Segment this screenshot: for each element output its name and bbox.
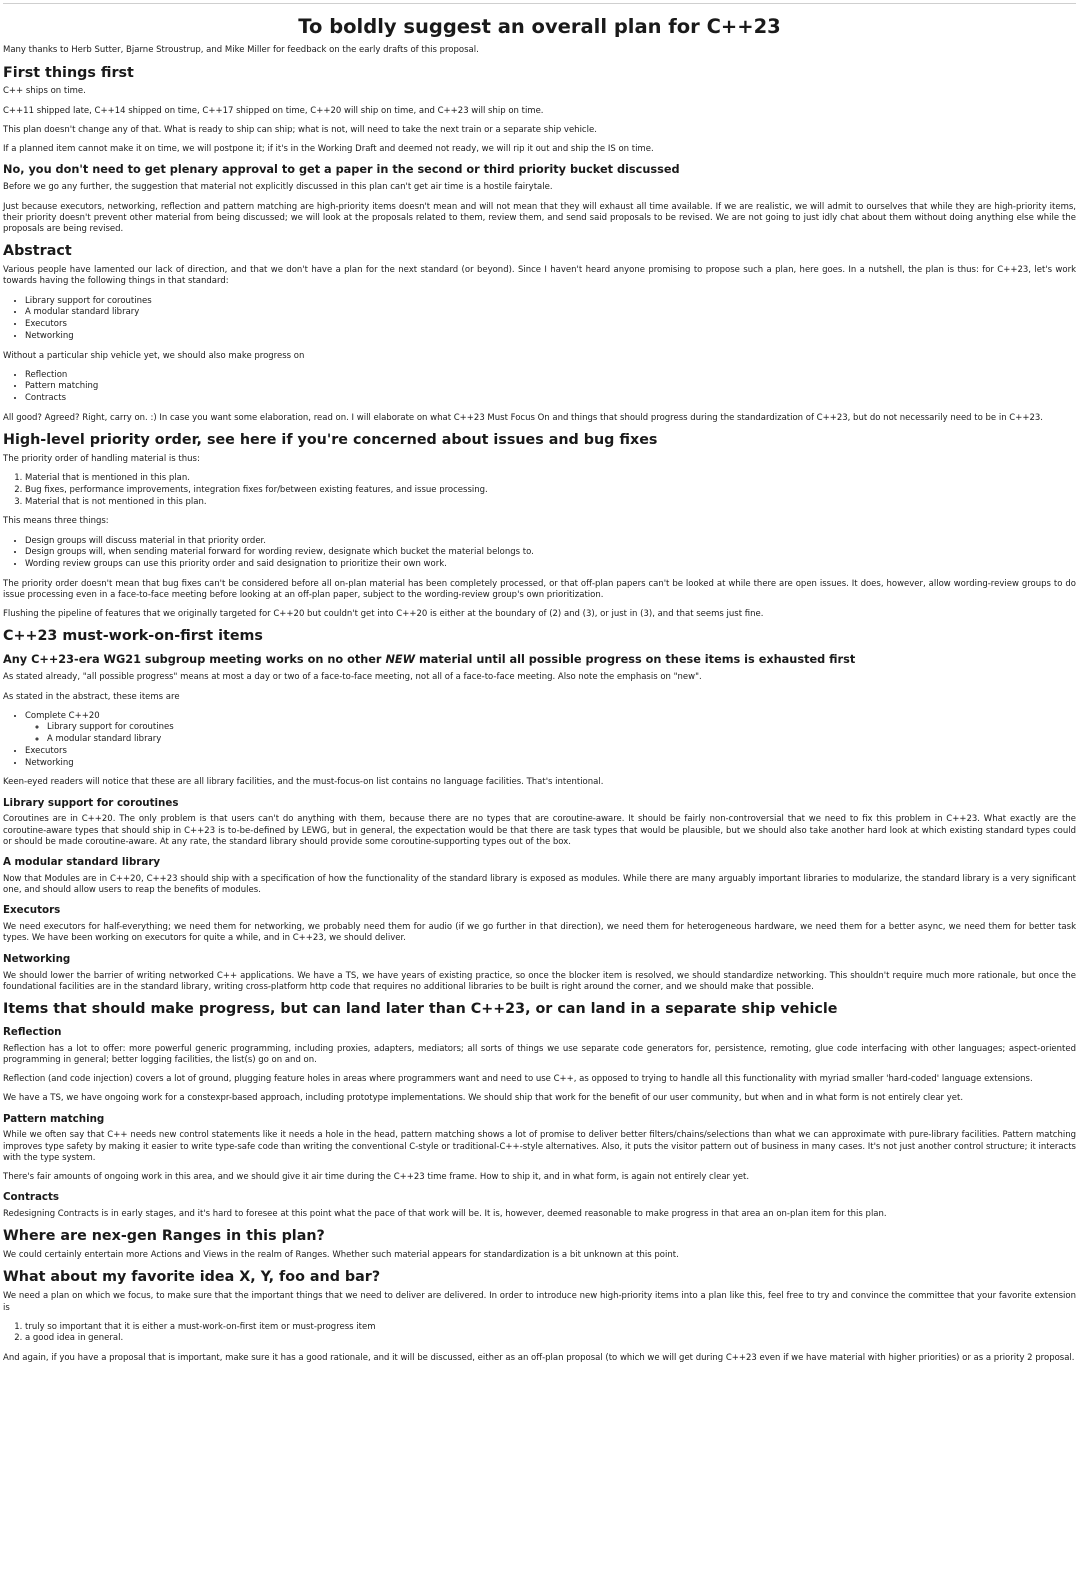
paragraph: Now that Modules are in C++20, C++23 should ship with a specification of how the functionality of the standard library is exposed as modules. While there are many arguably important libraries to modularize, the standard library is a very significant one, and should allow users to reap the benefits of modules. bbox=[3, 873, 1076, 896]
paragraph: This plan doesn't change any of that. What is ready to ship can ship; what is not, will need to take the next train or a separate ship vehicle. bbox=[3, 124, 597, 135]
heading-executors: Executors bbox=[3, 904, 61, 917]
heading-ranges: Where are nex-gen Ranges in this plan? bbox=[3, 1228, 325, 1245]
paragraph: And again, if you have a proposal that is important, make sure it has a good rationale, and it will be discussed, either as an off-plan proposal (to which we will get during C++23 even if we have material with higher priorities) or as a priority 2 proposal. bbox=[3, 1353, 1075, 1364]
heading-plenary-approval: No, you don't need to get plenary approval to get a paper in the second or third priority bucket discussed bbox=[3, 163, 680, 177]
paragraph: There's fair amounts of ongoing work in this area, and we should give it air time during the C++23 time frame. How to ship it, and in what form, is again not entirely clear yet. bbox=[3, 1172, 750, 1183]
paragraph: If a planned item cannot make it on time, we will postpone it; if it's in the Working Draft and deemed not ready, we will rip it out and ship the IS on time. bbox=[3, 144, 654, 155]
document bbox=[0, 15, 1080, 1364]
list-item: 1. truly so important that it is either a must-work-on-first item or must-progress item bbox=[25, 1322, 1076, 1334]
paragraph: Reflection (and code injection) covers a lot of ground, plugging feature holes in areas where programmers want and need to use C++, as opposed to trying to handle all this functionality with myriad smaller 'hard-coded' language extensions. bbox=[3, 1074, 1033, 1085]
paragraph: Without a particular ship vehicle yet, we should also make progress on bbox=[3, 350, 305, 361]
list-item: • Design groups will, when sending material forward for wording review, designate which bucket the material belongs to. bbox=[25, 547, 1076, 559]
list-item: • Networking bbox=[25, 331, 1076, 343]
paragraph: Redesigning Contracts is in early stages, and it's hard to foresee at this point what the pace of that work will be. It is, however, deemed reasonable to make progress in that area an on-plan item for this plan. bbox=[3, 1209, 887, 1220]
paragraph: As stated in the abstract, these items are bbox=[3, 691, 180, 702]
paragraph: C++ ships on time. bbox=[3, 86, 86, 97]
list-item: 1. Material that is mentioned in this plan. bbox=[25, 473, 1076, 485]
list-item: • Reflection bbox=[25, 370, 1076, 382]
heading-later-items: Items that should make progress, but can land later than C++23, or can land in a separate ship vehicle bbox=[3, 1000, 838, 1017]
list-item: 2. a good idea in general. bbox=[25, 1333, 1076, 1345]
paragraph: This means three things: bbox=[3, 516, 109, 527]
paragraph: While we often say that C++ needs new control statements like it needs a hole in the head, pattern matching shows a lot of promise to deliver better filters/chains/selections than what we can approximate with pure-library facilities. Pattern matching improves type safety by making it easier to write type-safe code than writing the conventional C-style or traditional-C++-style alternatives. Also, it puts the visitor pattern out of business in many cases. It's not just another control structure; it interacts with the type system. bbox=[3, 1130, 1076, 1163]
paragraph: The priority order doesn't mean that bug fixes can't be considered before all on-plan material has been completely processed, or that off-plan papers can't be looked at while there are open issues. It does, however, allow wording-review groups to do issue processing even in a face-to-face meeting before looking at an off-plan paper, subject to the wording-review group's own prioritization. bbox=[3, 578, 1076, 600]
heading-subgroup-rule bbox=[3, 653, 1076, 667]
list-item-label: Complete C++20 bbox=[25, 710, 100, 721]
heading-coroutines: Library support for coroutines bbox=[3, 796, 179, 809]
paragraph: Just because executors, networking, reflection and pattern matching are high-priority items doesn't mean and will not mean that they will exhaust all time available. If we are realistic, we will admit to ourselves that while they are high-priority items, their priority doesn't prevent other material from being discussed; we will look at the proposals related to them, review them, and send said proposals to be revised. We are not going to just idly chat about them without doing anything else while the proposals are being revised. bbox=[3, 201, 1076, 235]
list-item: • Design groups will discuss material in that priority order. bbox=[25, 536, 1076, 548]
heading-first-things-first: First things first bbox=[3, 64, 134, 81]
paragraph: We have a TS, we have ongoing work for a constexpr-based approach, including prototype implementations. We should ship that work for the benefit of our user community, but when and in what form is not entirely clear yet. bbox=[3, 1093, 964, 1104]
progress-items-list bbox=[3, 370, 1076, 405]
heading-favorite-idea: What about my favorite idea X, Y, foo and bar? bbox=[3, 1269, 381, 1286]
nested-list bbox=[25, 722, 1076, 745]
list-item: • Pattern matching bbox=[25, 381, 1076, 393]
heading-pattern-matching: Pattern matching bbox=[3, 1112, 105, 1125]
heading-must-work-on-first: C++23 must-work-on-first items bbox=[3, 628, 263, 645]
heading-modular-library: A modular standard library bbox=[3, 856, 161, 869]
list-item: • Executors bbox=[25, 319, 1076, 331]
must-work-items-list bbox=[3, 711, 1076, 770]
list-item: • A modular standard library bbox=[25, 307, 1076, 319]
c++23-goals-list bbox=[3, 296, 1076, 343]
paragraph: Reflection has a lot to offer: more powerful generic programming, including proxies, adapters, mediators; all sorts of things we use separate code generators for, persistence, remoting, glue code interfacing with other languages; aspect-oriented programming in general; better logging facilities, the list(s) go on and on. bbox=[3, 1043, 1076, 1065]
heading-text: Any C++23-era WG21 subgroup meeting works on no other bbox=[3, 653, 386, 667]
paragraph: Coroutines are in C++20. The only problem is that users can't do anything with them, because there are no types that are coroutine-aware. It should be fairly non-controversial that we need to fix this problem in C++23. What exactly are the coroutine-aware types that should ship in C++23 is to-be-defined by LEWG, but in general, the expectation would be that there are task types that would be plausible, but we should also take another hard look at which existing standard types could or should be made coroutine-aware. At any rate, the standard library should provide some coroutine-supporting types out of the box. bbox=[3, 814, 1076, 847]
paragraph: All good? Agreed? Right, carry on. :) In case you want some elaboration, read on. I will elaborate on what C++23 Must Focus On and things that should progress during the standardization of C++23, but do not necessarily need to be in C++23. bbox=[3, 412, 1043, 423]
paragraph: We should lower the barrier of writing networked C++ applications. We have a TS, we have years of existing practice, so once the blocker item is resolved, we should standardize networking. This shouldn't require much more rationale, but once the foundational facilities are in the standard library, writing cross-platform http code that requires no additional libraries to be built is right around the corner, and we should make that possible. bbox=[3, 970, 1076, 992]
three-things-list bbox=[3, 536, 1076, 571]
list-item: • Executors bbox=[25, 746, 1076, 758]
list-item: ◦ A modular standard library bbox=[47, 734, 1076, 746]
paragraph: The priority order of handling material is thus: bbox=[3, 453, 200, 464]
page-title: To boldly suggest an overall plan for C++23 bbox=[298, 15, 781, 38]
heading-text: material until all possible progress on these items is exhausted first bbox=[415, 653, 856, 667]
emphasis-new: NEW bbox=[385, 653, 416, 667]
paragraph: We need executors for half-everything; we need them for networking, we probably need them for audio (if we go further in that direction), we need them for heterogeneous hardware, we need them for a better async, we need them for better task types. We have been working on executors for quite a while, and in C++23, we should deliver. bbox=[3, 922, 1076, 944]
priority-order-list bbox=[3, 473, 1076, 508]
heading-contracts: Contracts bbox=[3, 1191, 60, 1204]
list-item: 2. Bug fixes, performance improvements, integration fixes for/between existing features, and issue processing. bbox=[25, 485, 1076, 497]
heading-priority-order: High-level priority order, see here if you're concerned about issues and bug fixes bbox=[3, 432, 658, 449]
list-item: 3. Material that is not mentioned in this plan. bbox=[25, 497, 1076, 509]
acknowledgement: Many thanks to Herb Sutter, Bjarne Stroustrup, and Mike Miller for feedback on the early drafts of this proposal. bbox=[3, 45, 479, 56]
list-item: • Library support for coroutines bbox=[25, 296, 1076, 308]
favorite-criteria-list bbox=[3, 1322, 1076, 1345]
heading-reflection: Reflection bbox=[3, 1025, 62, 1038]
list-item: • Wording review groups can use this priority order and said designation to prioritize their own work. bbox=[25, 559, 1076, 571]
list-item: ◦ Library support for coroutines bbox=[47, 722, 1076, 734]
list-item bbox=[25, 711, 1076, 746]
heading-networking: Networking bbox=[3, 952, 71, 965]
list-item: • Contracts bbox=[25, 393, 1076, 405]
paragraph: As stated already, "all possible progress" means at most a day or two of a face-to-face meeting, not all of a face-to-face meeting. Also note the emphasis on "new". bbox=[3, 672, 702, 683]
paragraph: Various people have lamented our lack of direction, and that we don't have a plan for the next standard (or beyond). Since I haven't heard anyone promising to propose such a plan, here goes. In a nutshell, the plan is thus: for C++23, let's work towards having the following things in that standard: bbox=[3, 265, 1076, 287]
paragraph: C++11 shipped late, C++14 shipped on time, C++17 shipped on time, C++20 will ship on time, and C++23 will ship on time. bbox=[3, 105, 544, 116]
heading-abstract: Abstract bbox=[3, 243, 72, 260]
paragraph: Keen-eyed readers will notice that these are all library facilities, and the must-focus-on list contains no language facilities. That's intentional. bbox=[3, 777, 604, 788]
top-divider bbox=[3, 3, 1076, 4]
paragraph: Flushing the pipeline of features that we originally targeted for C++20 but couldn't get into C++20 is either at the boundary of (2) and (3), or just in (3), and that seems just fine. bbox=[3, 609, 764, 620]
paragraph: Before we go any further, the suggestion that material not explicitly discussed in this plan can't get air time is a hostile fairytale. bbox=[3, 182, 553, 193]
paragraph: We need a plan on which we focus, to make sure that the important things that we need to deliver are delivered. In order to introduce new high-priority items into a plan like this, feel free to try and convince the committee that your favorite extension is bbox=[3, 1291, 1076, 1313]
paragraph: We could certainly entertain more Actions and Views in the realm of Ranges. Whether such material appears for standardization is a bit unknown at this point. bbox=[3, 1250, 679, 1261]
list-item: • Networking bbox=[25, 758, 1076, 770]
